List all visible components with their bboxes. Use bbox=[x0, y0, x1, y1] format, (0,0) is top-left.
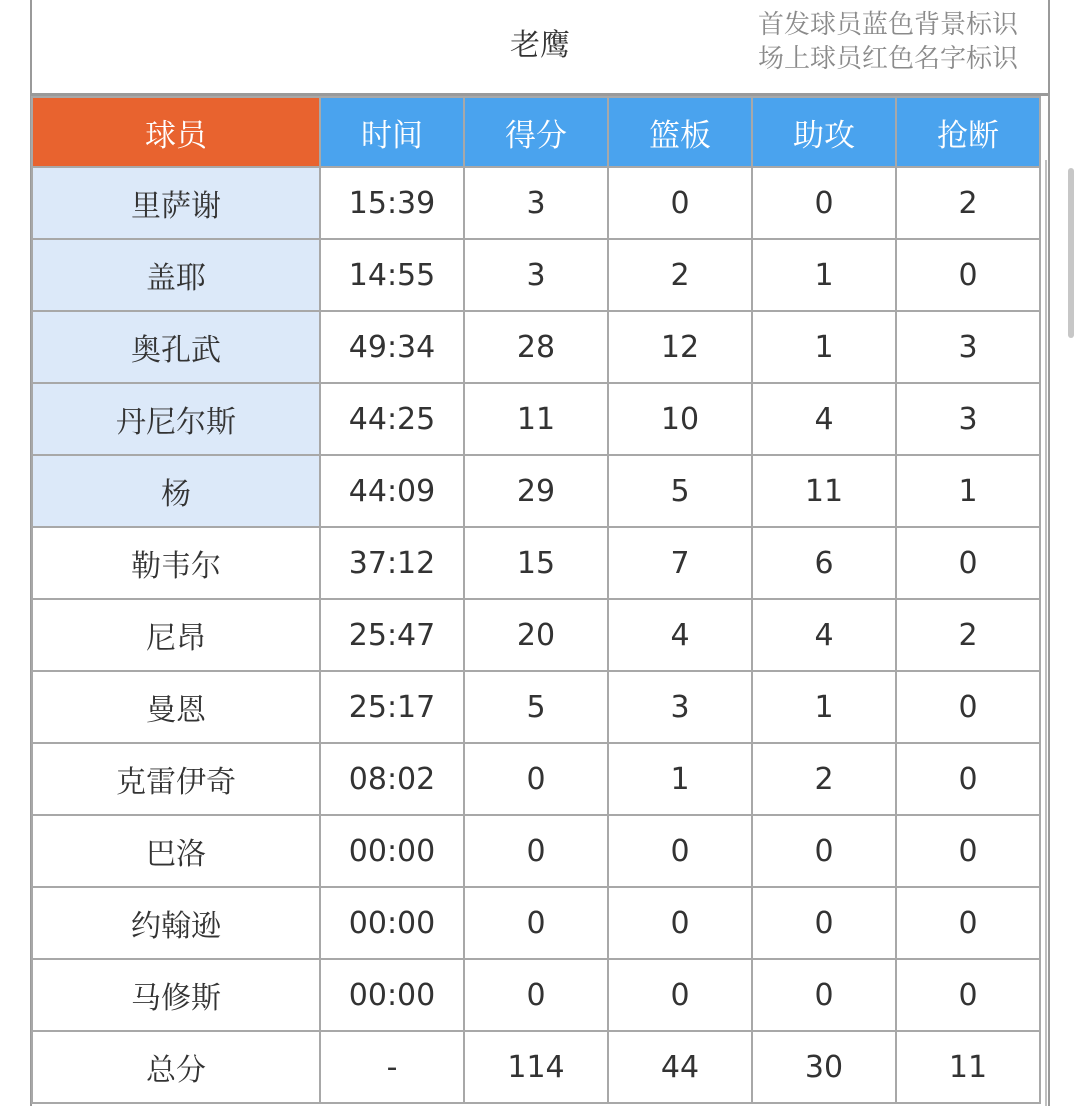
table-row bbox=[32, 887, 1040, 959]
cell-points: 15 bbox=[464, 527, 608, 599]
cell-steals: 0 bbox=[896, 743, 1040, 815]
column-header-points[interactable]: 得分 bbox=[464, 97, 608, 167]
cell-rebounds: 2 bbox=[608, 239, 752, 311]
total-cell-points: 114 bbox=[464, 1031, 608, 1103]
cell-time: 15:39 bbox=[320, 167, 464, 239]
cell-points: 3 bbox=[464, 239, 608, 311]
total-cell-player: 总分 bbox=[32, 1031, 320, 1103]
cell-assists: 1 bbox=[752, 311, 896, 383]
cell-points: 0 bbox=[464, 887, 608, 959]
cell-player[interactable]: 杨 bbox=[32, 455, 320, 527]
cell-assists: 11 bbox=[752, 455, 896, 527]
cell-time: 00:00 bbox=[320, 887, 464, 959]
cell-player[interactable]: 丹尼尔斯 bbox=[32, 383, 320, 455]
cell-player[interactable]: 马修斯 bbox=[32, 959, 320, 1031]
table-row bbox=[32, 383, 1040, 455]
total-cell-assists: 30 bbox=[752, 1031, 896, 1103]
cell-rebounds: 0 bbox=[608, 959, 752, 1031]
legend-oncourt-note: 场上球员红色名字标识 bbox=[757, 44, 1018, 74]
scrollbar-thumb[interactable] bbox=[1068, 168, 1074, 338]
cell-points: 11 bbox=[464, 383, 608, 455]
table-row bbox=[32, 527, 1040, 599]
cell-rebounds: 10 bbox=[608, 383, 752, 455]
cell-rebounds: 1 bbox=[608, 743, 752, 815]
cell-steals: 0 bbox=[896, 959, 1040, 1031]
cell-time: 49:34 bbox=[320, 311, 464, 383]
table-body bbox=[32, 167, 1040, 1103]
team-title-bar bbox=[32, 0, 1048, 96]
cell-assists: 0 bbox=[752, 815, 896, 887]
cell-points: 28 bbox=[464, 311, 608, 383]
cell-player[interactable]: 克雷伊奇 bbox=[32, 743, 320, 815]
total-cell-steals: 11 bbox=[896, 1031, 1040, 1103]
cell-steals: 3 bbox=[896, 383, 1040, 455]
column-header-steals[interactable]: 抢断 bbox=[896, 97, 1040, 167]
cell-points: 0 bbox=[464, 959, 608, 1031]
cell-steals: 0 bbox=[896, 527, 1040, 599]
column-header-player[interactable]: 球员 bbox=[32, 97, 320, 167]
cell-points: 0 bbox=[464, 743, 608, 815]
table-right-edge bbox=[1045, 160, 1047, 1106]
cell-rebounds: 3 bbox=[608, 671, 752, 743]
cell-steals: 2 bbox=[896, 167, 1040, 239]
cell-player[interactable]: 勒韦尔 bbox=[32, 527, 320, 599]
cell-time: 00:00 bbox=[320, 959, 464, 1031]
cell-time: 00:00 bbox=[320, 815, 464, 887]
table-row bbox=[32, 743, 1040, 815]
legend-note bbox=[758, 8, 1018, 76]
table-total-row bbox=[32, 1031, 1040, 1103]
table-row bbox=[32, 959, 1040, 1031]
cell-time: 25:47 bbox=[320, 599, 464, 671]
cell-assists: 0 bbox=[752, 887, 896, 959]
team-name: 老鹰 bbox=[510, 28, 570, 63]
legend-starter-note: 首发球员蓝色背景标识 bbox=[757, 10, 1018, 40]
table-row bbox=[32, 455, 1040, 527]
cell-points: 5 bbox=[464, 671, 608, 743]
cell-rebounds: 12 bbox=[608, 311, 752, 383]
cell-player[interactable]: 巴洛 bbox=[32, 815, 320, 887]
cell-player[interactable]: 里萨谢 bbox=[32, 167, 320, 239]
cell-time: 08:02 bbox=[320, 743, 464, 815]
column-header-time[interactable]: 时间 bbox=[320, 97, 464, 167]
cell-points: 20 bbox=[464, 599, 608, 671]
cell-time: 44:25 bbox=[320, 383, 464, 455]
cell-player[interactable]: 奥孔武 bbox=[32, 311, 320, 383]
cell-steals: 0 bbox=[896, 815, 1040, 887]
cell-rebounds: 0 bbox=[608, 887, 752, 959]
cell-rebounds: 4 bbox=[608, 599, 752, 671]
player-stats-table bbox=[31, 96, 1041, 1104]
cell-points: 3 bbox=[464, 167, 608, 239]
cell-time: 25:17 bbox=[320, 671, 464, 743]
table-row bbox=[32, 599, 1040, 671]
cell-rebounds: 5 bbox=[608, 455, 752, 527]
cell-rebounds: 0 bbox=[608, 167, 752, 239]
cell-player[interactable]: 盖耶 bbox=[32, 239, 320, 311]
table-row bbox=[32, 239, 1040, 311]
cell-time: 44:09 bbox=[320, 455, 464, 527]
cell-player[interactable]: 曼恩 bbox=[32, 671, 320, 743]
cell-assists: 1 bbox=[752, 239, 896, 311]
cell-assists: 6 bbox=[752, 527, 896, 599]
cell-assists: 0 bbox=[752, 167, 896, 239]
cell-points: 0 bbox=[464, 815, 608, 887]
table-header-row bbox=[32, 97, 1040, 167]
column-header-assists[interactable]: 助攻 bbox=[752, 97, 896, 167]
cell-steals: 3 bbox=[896, 311, 1040, 383]
table-row bbox=[32, 815, 1040, 887]
cell-steals: 0 bbox=[896, 671, 1040, 743]
cell-steals: 0 bbox=[896, 887, 1040, 959]
table-row bbox=[32, 311, 1040, 383]
cell-player[interactable]: 尼昂 bbox=[32, 599, 320, 671]
cell-rebounds: 0 bbox=[608, 815, 752, 887]
column-header-rebounds[interactable]: 篮板 bbox=[608, 97, 752, 167]
table-row bbox=[32, 671, 1040, 743]
cell-rebounds: 7 bbox=[608, 527, 752, 599]
cell-steals: 2 bbox=[896, 599, 1040, 671]
cell-points: 29 bbox=[464, 455, 608, 527]
cell-assists: 1 bbox=[752, 671, 896, 743]
cell-steals: 1 bbox=[896, 455, 1040, 527]
cell-assists: 4 bbox=[752, 599, 896, 671]
cell-assists: 0 bbox=[752, 959, 896, 1031]
table-row bbox=[32, 167, 1040, 239]
cell-assists: 4 bbox=[752, 383, 896, 455]
total-cell-rebounds: 44 bbox=[608, 1031, 752, 1103]
cell-time: 37:12 bbox=[320, 527, 464, 599]
cell-assists: 2 bbox=[752, 743, 896, 815]
cell-player[interactable]: 约翰逊 bbox=[32, 887, 320, 959]
total-cell-time: - bbox=[320, 1031, 464, 1103]
cell-time: 14:55 bbox=[320, 239, 464, 311]
cell-steals: 0 bbox=[896, 239, 1040, 311]
